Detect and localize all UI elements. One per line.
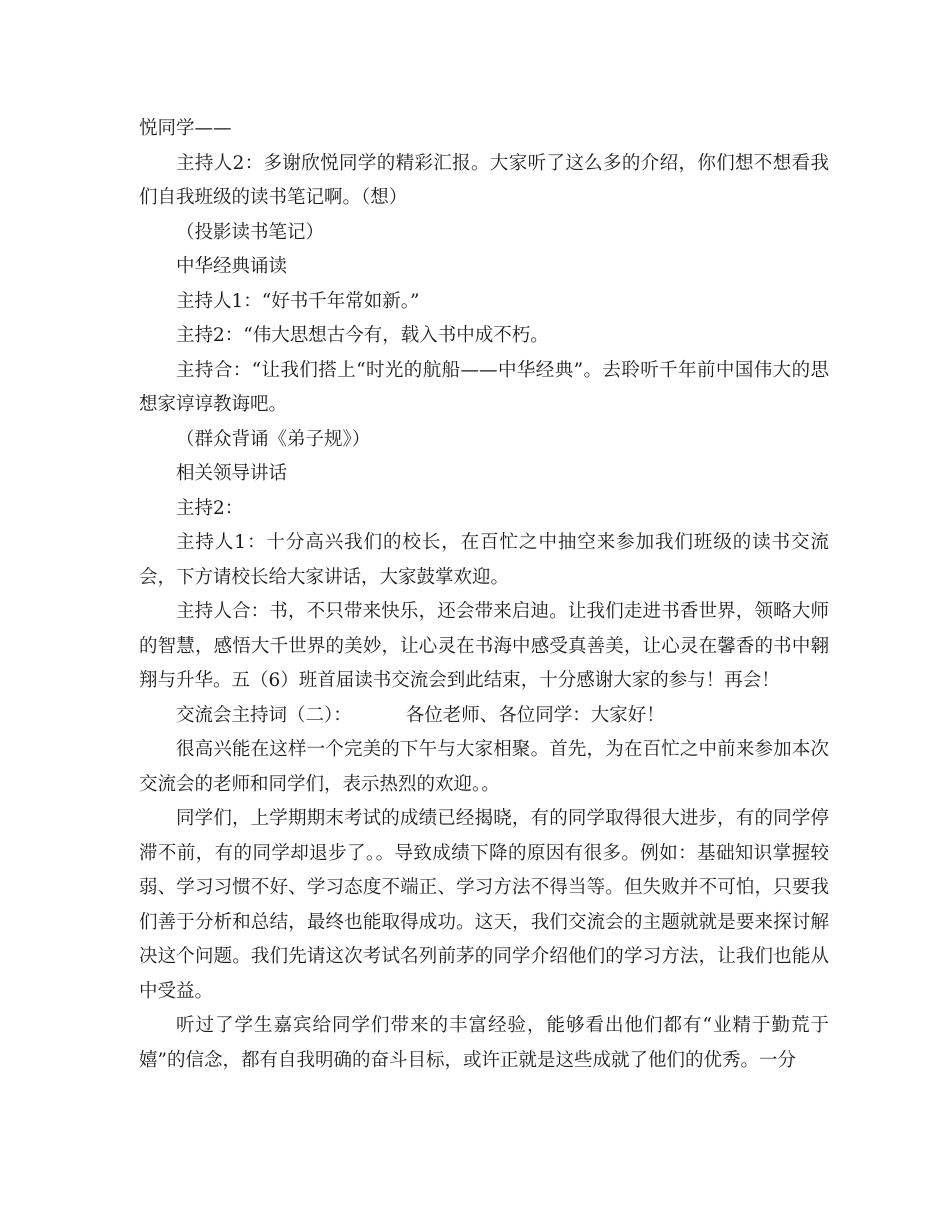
paragraph: 很高兴能在这样一个完美的下午与大家相聚。首先，为在百忙之中前来参加本次交流会的老师和同学们，表示热烈的欢迎。。 xyxy=(139,739,829,795)
title-line xyxy=(139,699,829,734)
paragraph: （群众背诵《弟子规》） xyxy=(176,428,371,450)
section-heading: 中华经典诵读 xyxy=(176,256,288,277)
paragraph: 主持2： xyxy=(176,497,244,519)
paragraph: 主持人1：十分高兴我们的校长，在百忙之中抽空来参加我们班级的读书交流会，下方请校长给大家讲话，大家鼓掌欢迎。 xyxy=(139,532,829,588)
paragraph: 悦同学—— xyxy=(139,118,232,139)
paragraph: 听过了学生嘉宾给同学们带来的丰富经验，能够看出他们都有“业精于勤荒于嬉”的信念，都有自我明确的奋斗目标，或许正就是这些成就了他们的优秀。一分 xyxy=(139,1015,829,1071)
title-line-right: 各位老师、各位同学：大家好！ xyxy=(405,704,665,726)
paragraph: 主持人1：“好书千年常如新。” xyxy=(176,290,420,312)
title-line-left: 交流会主持词（二）： xyxy=(176,704,352,726)
paragraph: 主持2：“伟大思想古今有，载入书中成不朽。 xyxy=(176,325,549,346)
paragraph: （投影读书笔记） xyxy=(176,221,325,243)
paragraph: 同学们，上学期期末考试的成绩已经揭晓，有的同学取得很大进步，有的同学停滞不前，有的同学却退步了。。导致成绩下降的原因有很多。例如：基础知识掌握较弱、学习习惯不好、学习态度不端正、学习方法不得当等。但失败并不可怕，只要我们善于分析和总结，最终也能取得成功。这天，我们交流会的主题就就是要来探讨解决这个问题。我们先请这次考试名列前茅的同学介绍他们的学习方法，让我们也能从中受益。 xyxy=(139,808,829,1002)
paragraph: 主持合：“让我们搭上“时光的航船——中华经典”。去聆听千年前中国伟大的思想家谆谆教诲吧。 xyxy=(139,359,829,415)
document-body xyxy=(139,112,829,1078)
paragraph: 主持人合：书，不只带来快乐，还会带来启迪。让我们走进书香世界，领略大师的智慧，感悟大千世界的美妙，让心灵在书海中感受真善美，让心灵在馨香的书中翱翔与升华。五（6）班首届读书交流会到此结束，十分感谢大家的参与！再会！ xyxy=(139,601,829,691)
paragraph: 主持人2：多谢欣悦同学的精彩汇报。大家听了这么多的介绍，你们想不想看我们自我班级的读书笔记啊。（想） xyxy=(139,152,829,208)
section-heading: 相关领导讲话 xyxy=(176,463,288,484)
